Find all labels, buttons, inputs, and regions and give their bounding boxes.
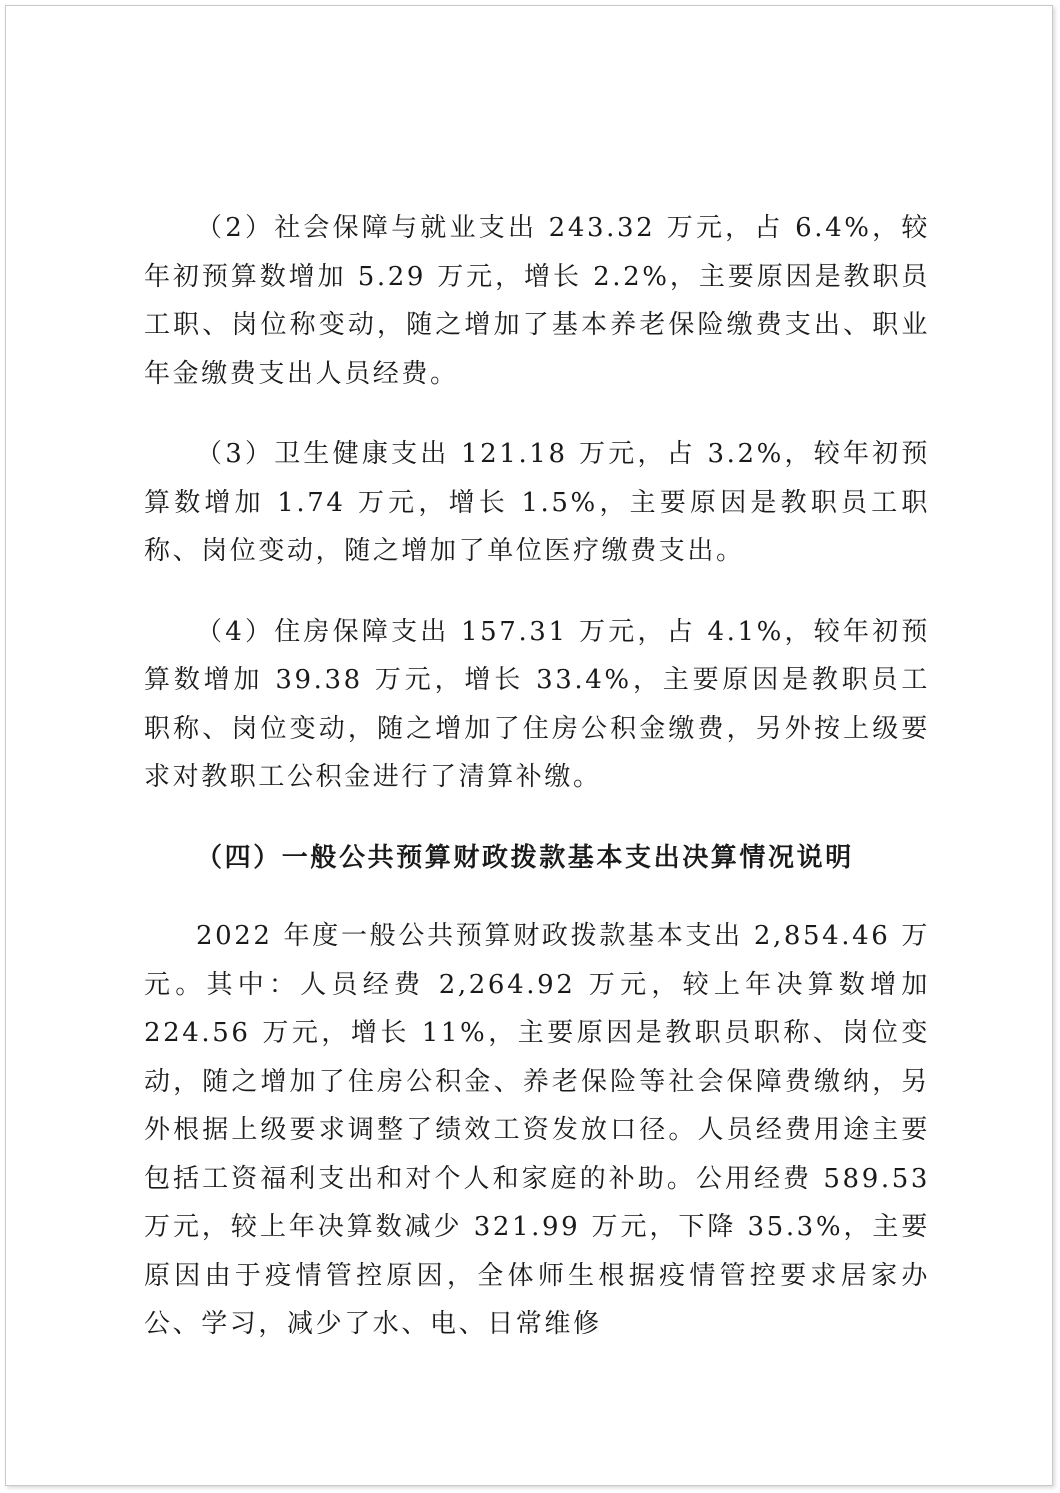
- section-heading: （四）一般公共预算财政拨款基本支出决算情况说明: [196, 842, 854, 873]
- paragraph-health: （3）卫生健康支出 121.18 万元，占 3.2%，较年初预算数增加 1.74 万元，增长 1.5%，主要原因是教职员工职称、岗位变动，随之增加了单位医疗缴费支出。: [144, 439, 930, 566]
- paragraph-basic-expenditure: 2022 年度一般公共预算财政拨款基本支出 2,854.46 万元。其中：人员经费 2,264.92 万元，较上年决算数增加 224.56 万元，增长 11%，主要原因是教职员职称、岗位变动，随之增加了住房公积金、养老保险等社会保障费缴纳，另外根据上级要求调整了绩效工资发放口径。人员经费用途主要包括工资福利支出和对个人和家庭的补助。公用经费 589.53 万元，较上年决算数减少 321.99 万元，下降 35.3%，主要原因由于疫情管控原因，全体师生根据疫情管控要求居家办公、学习，减少了水、电、日常维修: [144, 921, 930, 1339]
- document-page: [5, 5, 1053, 1486]
- paragraph-social-security: （2）社会保障与就业支出 243.32 万元，占 6.4%，较年初预算数增加 5.29 万元，增长 2.2%，主要原因是教职员工职、岗位称变动，随之增加了基本养老保险缴费支出、职业年金缴费支出人员经费。: [144, 213, 930, 389]
- document-body: [144, 204, 930, 1381]
- paragraph-housing: （4）住房保障支出 157.31 万元，占 4.1%，较年初预算数增加 39.38 万元，增长 33.4%，主要原因是教职员工职称、岗位变动，随之增加了住房公积金缴费，另外按上级要求对教职工公积金进行了清算补缴。: [144, 616, 930, 792]
